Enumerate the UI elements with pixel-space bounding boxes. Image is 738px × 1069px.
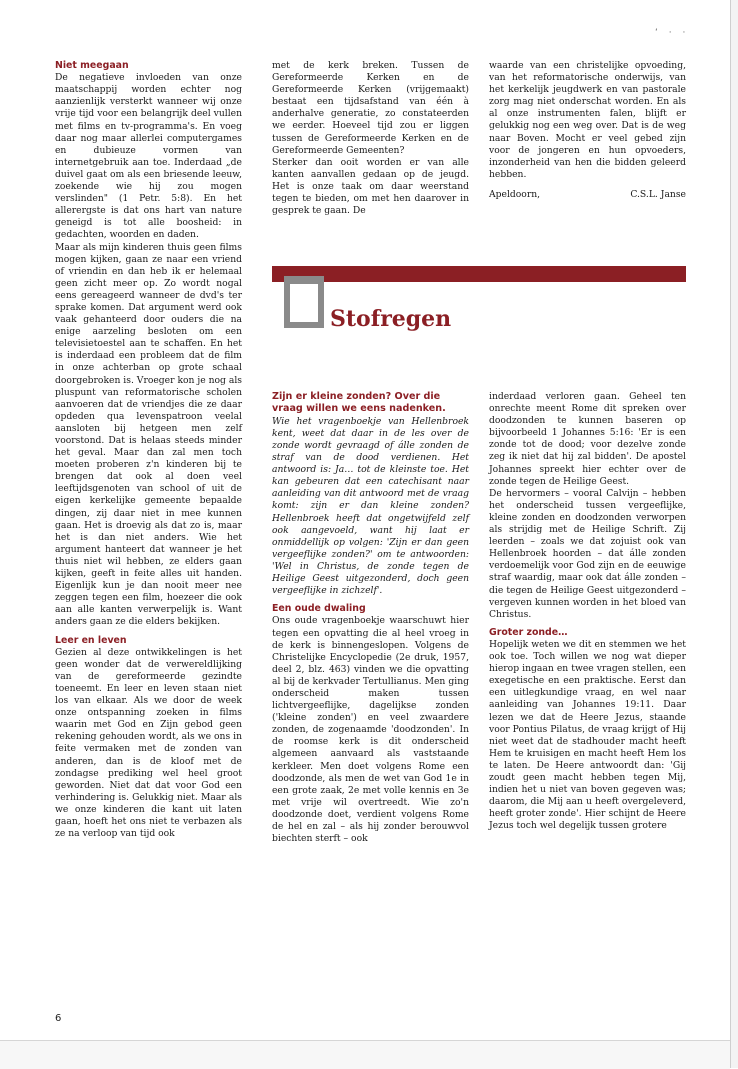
article-title: Stofregen bbox=[330, 306, 452, 332]
column-2-bottom bbox=[272, 391, 469, 845]
scan-edge-bottom bbox=[0, 1040, 730, 1069]
intro-italic: Wie het vragenboekje van Hellenbroek kent, weet dat daar in de les over de zonde wordt gevraagd of álle zonden de straf van de dood verdienen. Het antwoord is: Ja… tot de kleinste toe. Het kan gebeuren dat een catechisant naar aanleiding van dit antwoord met de vraag komt: zijn er dan kleine zonden? Hellenbroek heeft dat ongetwijfeld zelf ook aangevoeld, want hij laat er onmiddellijk op volgen: 'Zijn er dan geen vergeeflijke zonden?' om te antwoorden: 'Wel in Christus, de zonde tegen de Heilige Geest uitgezonderd, doch geen vergeeflijke in zichzelf'. bbox=[272, 415, 469, 597]
paragraph: Maar als mijn kinderen thuis geen films mogen kijken, gaan ze naar een vriend of vriendin en dan heb ik er helemaal geen zicht meer op. Zo wordt nogal eens gereageerd wanneer de dvd's ter sprake komen. Dat argument werd ook vaak gehanteerd door ouders die na enige aarzeling besloten om een televisietoestel aan te schaffen. En het is inderdaad een probleem dat de film in onze achterban op grote schaal doorgebroken is. Vroeger kon je nog als pluspunt van reformatorische scholen aanvoeren dat de vriendjes die ze daar opdeden qua levenspatroon veelal aansloten bij hetgeen men zelf voorstond. Dat is helaas steeds minder het geval. Maar dan zal men toch moeten proberen z'n kinderen bij te brengen dat ook al doen veel leeftijdsgenoten van school of uit de eigen kerkelijke gemeente bepaalde dingen, zij daar niet in mee kunnen gaan. Het is droevig als dat zo is, maar het is dan niet anders. Wie het argument hanteert dat wanneer je het thuis niet wil hebben, ze elders gaan kijken, geeft in feite alles uit handen. Eigenlijk kun je dan nooit meer nee zeggen tegen een film, hoezeer die ook aan alle kanten verwerpelijk is. Want anders gaan ze die elders bekijken. bbox=[55, 241, 242, 628]
paragraph: Hopelijk weten we dit en stemmen we het ook toe. Toch willen we nog wat dieper hierop ingaan en twee vragen stellen, een exegetische en een praktische. Eerst dan een uitlegkundige vraag, en wel naar aanleiding van Johannes 19:11. Daar lezen we dat de Heere Jezus, staande voor Pontius Pilatus, de vraag krijgt of Hij niet weet dat de stadhouder macht heeft Hem te kruisigen en macht heeft Hem los te laten. De Heere antwoordt dan: 'Gij zoudt geen macht hebben tegen Mij, indien het u niet van boven gegeven was; daarom, die Mij aan u heeft overgeleverd, heeft groter zonde'. Hier schijnt de Heere Jezus toch wel degelijk tussen grotere bbox=[489, 638, 686, 832]
column-3-top bbox=[489, 60, 686, 201]
place: Apeldoorn, bbox=[489, 188, 541, 200]
heading-niet-meegaan: Niet meegaan bbox=[55, 60, 129, 71]
paragraph: Gezien al deze ontwikkelingen is het geen wonder dat de verwereldlijking van de gereformeerde gezindte toeneemt. En leer en leven staan niet los van elkaar. Als we door de week onze ontspanning zoeken in films waarin met God en Zijn gebod geen rekening gehouden wordt, als we ons in feite vermaken met de zonden van anderen, dan is de kloof met de zondagse prediking wel heel groot geworden. Niet dat dat voor God een verhindering is. Gelukkig niet. Maar als we onze kinderen die kant uit laten gaan, hoeft het ons niet te verbazen als ze na verloop van tijd ook bbox=[55, 646, 242, 840]
paragraph: Sterker dan ooit worden er van alle kanten aanvallen gedaan op de jeugd. Het is onze taak om daar weerstand tegen te bieden, om met hen daarover in gesprek te gaan. De bbox=[272, 156, 469, 217]
paragraph: met de kerk breken. Tussen de Gereformeerde Kerken en de Gereformeerde Kerken (vrijgemaakt) bestaat een tijdsafstand van één à anderhalve generatie, zo constateerden we eerder. Hoeveel tijd zou er liggen tussen de Gereformeerde Kerken en de Gereformeerde Gemeenten? bbox=[272, 60, 469, 156]
scan-mark: ʻ · · bbox=[655, 28, 690, 38]
heading-groter-zonde: Groter zonde… bbox=[489, 626, 568, 638]
paragraph: inderdaad verloren gaan. Geheel ten onrechte meent Rome dit spreken over doodzonden te kunnen baseren op bijvoorbeeld 1 Johannes 5:16: 'Er is een zonde tot de dood; voor dezelve zonde zeg ik niet dat hij zal bidden'. De apostel Johannes spreekt hier echter over de zonde tegen de Heilige Geest. bbox=[489, 391, 686, 487]
column-3-bottom bbox=[489, 391, 686, 832]
paragraph: De hervormers – vooral Calvijn – hebben het onderscheid tussen vergeeflijke, kleine zonden en doodzonden verworpen als strijdig met de Heilige Schrift. Zij leerden – zoals we dat zojuist ook van Hellenbroek hoorden – dat álle zonden verdoemelijk voor God zijn en de eeuwige straf waardig, maar ook dat álle zonden – die tegen de Heilige Geest uitgezonderd – vergeven kunnen worden in het bloed van Christus. bbox=[489, 487, 686, 620]
page-number: 6 bbox=[55, 1013, 62, 1024]
heading-leer-en-leven: Leer en leven bbox=[55, 634, 127, 646]
author: C.S.L. Janse bbox=[630, 188, 686, 200]
column-2-top bbox=[272, 60, 469, 217]
intro-question: Zijn er kleine zonden? Over die vraag willen we eens nadenken. bbox=[272, 391, 446, 415]
banner-square-inner bbox=[290, 284, 318, 322]
paragraph: waarde van een christelijke opvoeding, van het reformatorische onderwijs, van het kerkelijk jeugdwerk en van pastorale zorg mag niet onderschat worden. En als al onze instrumenten falen, blijft er gelukkig nog een weg over. Dat is de weg naar Boven. Mocht er veel gebed zijn voor de jongeren en hun opvoeders, inzonderheid van hen die bidden geleerd hebben. bbox=[489, 60, 686, 180]
paragraph: De negatieve invloeden van onze maatschappij worden echter nog aanzienlijk versterkt wanneer wij onze vrije tijd voor een belangrijk deel vullen met films en tv-programma's. En voeg daar nog maar allerlei computergames en dubieuze vormen van internetgebruik aan toe. Inderdaad „de duivel gaat om als een briesende leeuw, zoekende wie hij zou mogen verslinden" (1 Petr. 5:8). En het allerergste is dat ons hart van nature geneigd is tot alle boosheid: in gedachten, woorden en daden. bbox=[55, 72, 242, 241]
column-1 bbox=[55, 60, 242, 840]
banner-band bbox=[272, 266, 686, 282]
paragraph: Ons oude vragenboekje waarschuwt hier tegen een opvatting die al heel vroeg in de kerk is binnengeslopen. Volgens de Christelijke Encyclopedie (2e druk, 1957, deel 2, blz. 463) vinden we die opvatting al bij de kerkvader Tertullianus. Men ging onderscheid maken tussen lichtvergeeflijke, dagelijkse zonden ('kleine zonden') en veel zwaardere zonden, de zogenaamde 'doodzonden'. In de roomse kerk is dit onderscheid algemeen aanvaard als vaststaande kerkleer. Men doet volgens Rome een doodzonde, als men de wet van God 1e in een grote zaak, 2e met volle kennis en 3e met vrije wil overtreedt. Wie zo'n doodzonde doet, verdient volgens Rome de hel en zal – als hij zonder berouwvol biechten sterft – ook bbox=[272, 615, 469, 845]
heading-een-oude-dwaling: Een oude dwaling bbox=[272, 603, 366, 615]
signature-line bbox=[489, 189, 686, 201]
scan-edge-right bbox=[730, 0, 738, 1068]
